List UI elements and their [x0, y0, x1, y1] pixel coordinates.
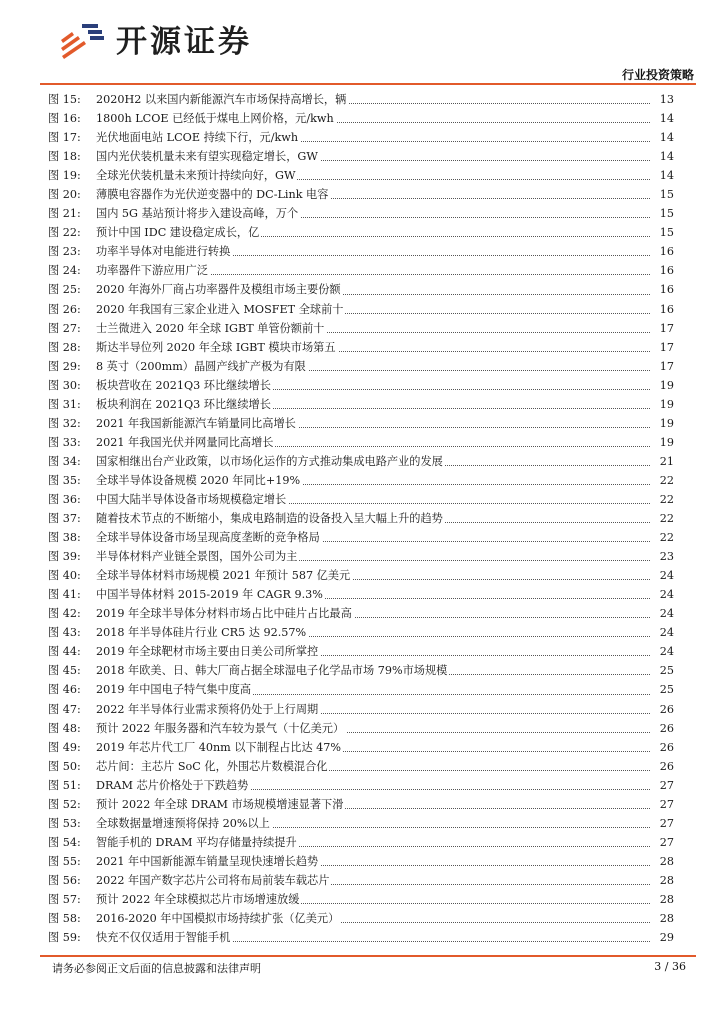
page-ref: 19: [659, 378, 674, 392]
logo-mark-icon: [58, 20, 108, 64]
page-ref: 16: [659, 283, 674, 297]
report-type: 行业投资策略: [621, 68, 694, 82]
figure-label: 图 51:: [48, 778, 81, 792]
page-ref: 28: [659, 873, 674, 887]
figure-title: 2019 年全球半导体分材料市场占比中硅片占比最高: [96, 607, 352, 621]
figure-label: 图 24:: [48, 264, 81, 278]
toc-entry[interactable]: [48, 928, 680, 947]
figure-label: 图 19:: [48, 169, 81, 183]
page-ref: 19: [659, 397, 674, 411]
toc-entry[interactable]: [48, 338, 680, 357]
figure-list: [48, 90, 680, 947]
figure-label: 图 21:: [48, 207, 81, 221]
figure-label: 图 55:: [48, 854, 81, 868]
page-ref: 21: [659, 454, 674, 468]
page-ref: 27: [659, 835, 674, 849]
figure-label: 图 27:: [48, 321, 81, 335]
figure-title: 2018 年半导体硅片行业 CR5 达 92.57%: [96, 626, 307, 640]
page-ref: 15: [659, 188, 674, 202]
figure-label: 图 57:: [48, 892, 81, 906]
page-ref: 28: [659, 892, 674, 906]
page-ref: 22: [659, 473, 674, 487]
figure-title: 2022 年半导体行业需求预将仍处于上行周期: [96, 702, 319, 716]
figure-title: 全球半导体设备市场呈现高度垄断的竞争格局: [96, 531, 320, 545]
figure-label: 图 36:: [48, 492, 81, 506]
page-ref: 26: [659, 702, 674, 716]
figure-label: 图 38:: [48, 531, 81, 545]
figure-label: 图 41:: [48, 588, 81, 602]
page-ref: 14: [659, 150, 674, 164]
figure-label: 图 25:: [48, 283, 81, 297]
figure-label: 图 35:: [48, 473, 81, 487]
figure-title: 功率半导体对电能进行转换: [96, 245, 231, 259]
figure-title: 板块利润在 2021Q3 环比继续增长: [96, 397, 271, 411]
toc-entry[interactable]: [48, 433, 680, 452]
page-ref: 24: [659, 588, 674, 602]
toc-entry[interactable]: [48, 357, 680, 376]
figure-title: 国家相继出台产业政策，以市场化运作的方式推动集成电路产业的发展: [96, 454, 443, 468]
figure-title: 全球半导体材料市场规模 2021 年预计 587 亿美元: [96, 569, 351, 583]
page-ref: 17: [659, 321, 674, 335]
figure-title: 2020H2 以来国内新能源汽车市场保持高增长，辆: [96, 93, 347, 106]
toc-entry[interactable]: [48, 204, 680, 223]
figure-label: 图 34:: [48, 454, 81, 468]
figure-label: 图 40:: [48, 569, 81, 583]
page-ref: 28: [659, 854, 674, 868]
figure-label: 图 45:: [48, 664, 81, 678]
toc-entry[interactable]: [48, 223, 680, 242]
figure-label: 图 37:: [48, 512, 81, 526]
figure-title: 中国大陆半导体设备市场规模稳定增长: [96, 492, 287, 506]
figure-label: 图 52:: [48, 797, 81, 811]
toc-entry[interactable]: [48, 452, 680, 471]
toc-entry[interactable]: [48, 376, 680, 395]
disclaimer: 请务必参阅正文后面的信息披露和法律声明: [52, 962, 261, 975]
figure-title: 2016-2020 年中国模拟市场持续扩张（亿美元）: [96, 912, 340, 926]
figure-label: 图 23:: [48, 245, 81, 259]
figure-label: 图 28:: [48, 340, 81, 354]
figure-label: 图 49:: [48, 740, 81, 754]
page-ref: 14: [659, 169, 674, 183]
toc-entry[interactable]: [48, 833, 680, 852]
figure-label: 图 26:: [48, 302, 81, 316]
figure-title: 预计中国 IDC 建设稳定成长，亿: [96, 226, 260, 240]
page-ref: 16: [659, 302, 674, 316]
figure-title: 快充不仅仅适用于智能手机: [96, 931, 231, 945]
footer-divider: [40, 955, 696, 957]
figure-label: 图 31:: [48, 397, 81, 411]
toc-entry[interactable]: [48, 604, 680, 623]
figure-label: 图 42:: [48, 607, 81, 621]
figure-title: 2018 年欧美、日、韩大厂商占据全球湿电子化学品市场 79%市场规模: [96, 664, 448, 678]
page-ref: 25: [659, 664, 674, 678]
header-divider: [40, 83, 696, 85]
figure-label: 图 46:: [48, 683, 81, 697]
page-ref: 14: [659, 112, 674, 126]
figure-title: 国内光伏装机量未来有望实现稳定增长，GW: [96, 150, 318, 164]
figure-title: 半导体材料产业链全景图，国外公司为主: [96, 550, 298, 564]
page-ref: 24: [659, 569, 674, 583]
toc-entry[interactable]: [48, 109, 680, 128]
page-ref: 17: [659, 340, 674, 354]
toc-entry[interactable]: [48, 471, 680, 490]
toc-entry[interactable]: [48, 890, 680, 909]
toc-entry[interactable]: [48, 585, 680, 604]
figure-title: 2019 年中国电子特气集中度高: [96, 683, 252, 697]
toc-entry[interactable]: [48, 280, 680, 299]
figure-label: 图 16:: [48, 112, 81, 126]
figure-title: 全球半导体设备规模 2020 年同比+19%: [96, 473, 301, 487]
figure-label: 图 22:: [48, 226, 81, 240]
page-ref: 27: [659, 797, 674, 811]
toc-entry[interactable]: [48, 566, 680, 585]
figure-title: 2019 年全球靶材市场主要由日美公司所掌控: [96, 645, 319, 659]
toc-entry[interactable]: [48, 776, 680, 795]
toc-entry[interactable]: [48, 185, 680, 204]
toc-entry[interactable]: [48, 300, 680, 319]
figure-title: 薄膜电容器作为光伏逆变器中的 DC-Link 电容: [96, 188, 329, 202]
page-ref: 24: [659, 645, 674, 659]
toc-entry[interactable]: [48, 909, 680, 928]
toc-entry[interactable]: [48, 852, 680, 871]
figure-title: 2022 年国产数字芯片公司将布局前装车载芯片: [96, 873, 330, 887]
figure-label: 图 50:: [48, 759, 81, 773]
toc-entry[interactable]: [48, 509, 680, 528]
toc-entry[interactable]: [48, 166, 680, 185]
page-ref: 13: [659, 93, 674, 106]
toc-entry[interactable]: [48, 414, 680, 433]
brand-name: 开源证券: [116, 24, 252, 60]
figure-label: 图 20:: [48, 188, 81, 202]
toc-entry[interactable]: [48, 261, 680, 280]
page-ref: 27: [659, 778, 674, 792]
figure-title: 板块营收在 2021Q3 环比继续增长: [96, 378, 271, 392]
figure-label: 图 29:: [48, 359, 81, 373]
page-ref: 19: [659, 416, 674, 430]
toc-entry[interactable]: [48, 642, 680, 661]
figure-title: 智能手机的 DRAM 平均存储量持续提升: [96, 835, 297, 849]
figure-title: 士兰微进入 2020 年全球 IGBT 单管份额前十: [96, 321, 325, 335]
figure-title: 8 英寸（200mm）晶圆产线扩产极为有限: [96, 359, 306, 373]
toc-entry[interactable]: [48, 395, 680, 414]
figure-label: 图 53:: [48, 816, 81, 830]
page-number: 3 / 36: [654, 960, 686, 973]
figure-label: 图 47:: [48, 702, 81, 716]
figure-label: 图 15:: [48, 93, 81, 106]
page-ref: 28: [659, 912, 674, 926]
figure-title: 1800h LCOE 已经低于煤电上网价格，元/kwh: [96, 112, 334, 126]
page-ref: 25: [659, 683, 674, 697]
figure-title: 全球光伏装机量未来预计持续向好，GW: [96, 169, 296, 183]
page-ref: 16: [659, 264, 674, 278]
toc-entry[interactable]: [48, 319, 680, 338]
toc-entry[interactable]: [48, 871, 680, 890]
toc-entry[interactable]: [48, 680, 680, 699]
toc-entry[interactable]: [48, 528, 680, 547]
figure-title: 预计 2022 年服务器和汽车较为景气（十亿美元）: [96, 721, 345, 735]
toc-entry[interactable]: [48, 757, 680, 776]
page-ref: 15: [659, 207, 674, 221]
figure-title: 2021 年中国新能源车销量呈现快速增长趋势: [96, 854, 319, 868]
figure-title: DRAM 芯片价格处于下跌趋势: [96, 778, 249, 792]
figure-title: 2019 年芯片代工厂 40nm 以下制程占比达 47%: [96, 740, 342, 754]
figure-label: 图 54:: [48, 835, 81, 849]
figure-label: 图 59:: [48, 931, 81, 945]
figure-title: 2021 年我国光伏并网量同比高增长: [96, 435, 274, 449]
figure-title: 随着技术节点的不断缩小，集成电路制造的设备投入呈大幅上升的趋势: [96, 512, 443, 526]
page-ref: 23: [659, 550, 674, 564]
figure-title: 功率器件下游应用广泛: [96, 264, 208, 278]
page-header: [0, 0, 724, 80]
toc-entry[interactable]: [48, 623, 680, 642]
figure-label: 图 17:: [48, 131, 81, 145]
figure-label: 图 43:: [48, 626, 81, 640]
page-ref: 22: [659, 512, 674, 526]
page-ref: 17: [659, 359, 674, 373]
figure-title: 2021 年我国新能源汽车销量同比高增长: [96, 416, 296, 430]
figure-title: 中国半导体材料 2015-2019 年 CAGR 9.3%: [96, 588, 323, 602]
figure-title: 全球数据量增速预将保持 20%以上: [96, 816, 270, 830]
figure-label: 图 33:: [48, 435, 81, 449]
page-ref: 27: [659, 816, 674, 830]
toc-entry[interactable]: [48, 242, 680, 261]
figure-title: 光伏地面电站 LCOE 持续下行，元/kwh: [96, 131, 299, 145]
toc-entry[interactable]: [48, 547, 680, 566]
figure-label: 图 56:: [48, 873, 81, 887]
page-ref: 15: [659, 226, 674, 240]
figure-label: 图 39:: [48, 550, 81, 564]
figure-title: 芯片间：主芯片 SoC 化，外围芯片数模混合化: [96, 759, 328, 773]
toc-entry[interactable]: [48, 700, 680, 719]
page-ref: 19: [659, 435, 674, 449]
figure-label: 图 58:: [48, 912, 81, 926]
page-ref: 26: [659, 721, 674, 735]
page-ref: 26: [659, 759, 674, 773]
figure-title: 2020 年海外厂商占功率器件及模组市场主要份额: [96, 283, 341, 297]
figure-label: 图 30:: [48, 378, 81, 392]
page-ref: 24: [659, 626, 674, 640]
figure-title: 预计 2022 年全球 DRAM 市场规模增速显著下滑: [96, 797, 344, 811]
toc-entry[interactable]: [48, 661, 680, 680]
page-ref: 16: [659, 245, 674, 259]
page-ref: 22: [659, 531, 674, 545]
toc-entry[interactable]: [48, 738, 680, 757]
figure-label: 图 48:: [48, 721, 81, 735]
toc-entry[interactable]: [48, 814, 680, 833]
figure-title: 斯达半导位列 2020 年全球 IGBT 模块市场第五: [96, 340, 336, 354]
page-ref: 22: [659, 492, 674, 506]
page-ref: 26: [659, 740, 674, 754]
toc-entry[interactable]: [48, 128, 680, 147]
toc-entry[interactable]: [48, 90, 680, 109]
toc-entry[interactable]: [48, 147, 680, 166]
company-logo: [58, 20, 278, 64]
toc-entry[interactable]: [48, 795, 680, 814]
figure-label: 图 18:: [48, 150, 81, 164]
page-ref: 29: [659, 931, 674, 945]
toc-entry[interactable]: [48, 719, 680, 738]
figure-title: 国内 5G 基站预计将步入建设高峰，万个: [96, 207, 299, 221]
page-ref: 24: [659, 607, 674, 621]
figure-label: 图 32:: [48, 416, 81, 430]
figure-title: 预计 2022 年全球模拟芯片市场增速放缓: [96, 892, 300, 906]
figure-title: 2020 年我国有三家企业进入 MOSFET 全球前十: [96, 302, 344, 316]
page-ref: 14: [659, 131, 674, 145]
figure-label: 图 44:: [48, 645, 81, 659]
toc-entry[interactable]: [48, 490, 680, 509]
